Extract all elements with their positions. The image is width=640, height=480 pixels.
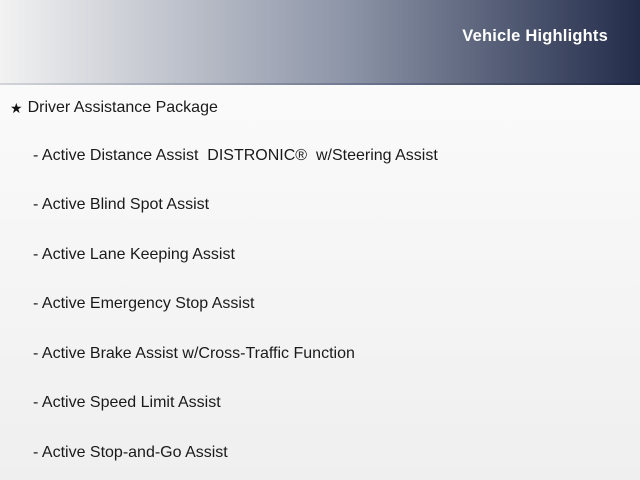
package-line	[0, 85, 640, 131]
feature-line-brake-assist	[0, 329, 640, 379]
feature-text: - Active Emergency Stop Assist	[33, 295, 255, 313]
highlights-list	[0, 85, 640, 480]
feature-line-distance-assist	[0, 131, 640, 181]
feature-line-emergency-stop	[0, 280, 640, 330]
page-title: Vehicle Highlights	[462, 27, 608, 45]
package-label: Driver Assistance Package	[27, 99, 218, 116]
feature-line-lane-keeping	[0, 230, 640, 280]
feature-text: - Active Lane Keeping Assist	[33, 245, 235, 263]
feature-line-stop-and-go	[0, 428, 640, 478]
feature-text: - Active Speed Limit Assist	[33, 394, 221, 412]
star-bullet-icon: ★	[10, 100, 23, 116]
header-banner	[0, 0, 640, 85]
feature-line-speed-limit	[0, 379, 640, 429]
feature-text: - Active Blind Spot Assist	[33, 196, 210, 214]
feature-text: - Active Stop-and-Go Assist	[33, 443, 228, 461]
feature-text: - Active Distance Assist DISTRONIC® w/Steering Assist	[33, 146, 438, 164]
feature-line-blind-spot	[0, 181, 640, 231]
feature-text: - Active Brake Assist w/Cross-Traffic Function	[33, 344, 355, 362]
